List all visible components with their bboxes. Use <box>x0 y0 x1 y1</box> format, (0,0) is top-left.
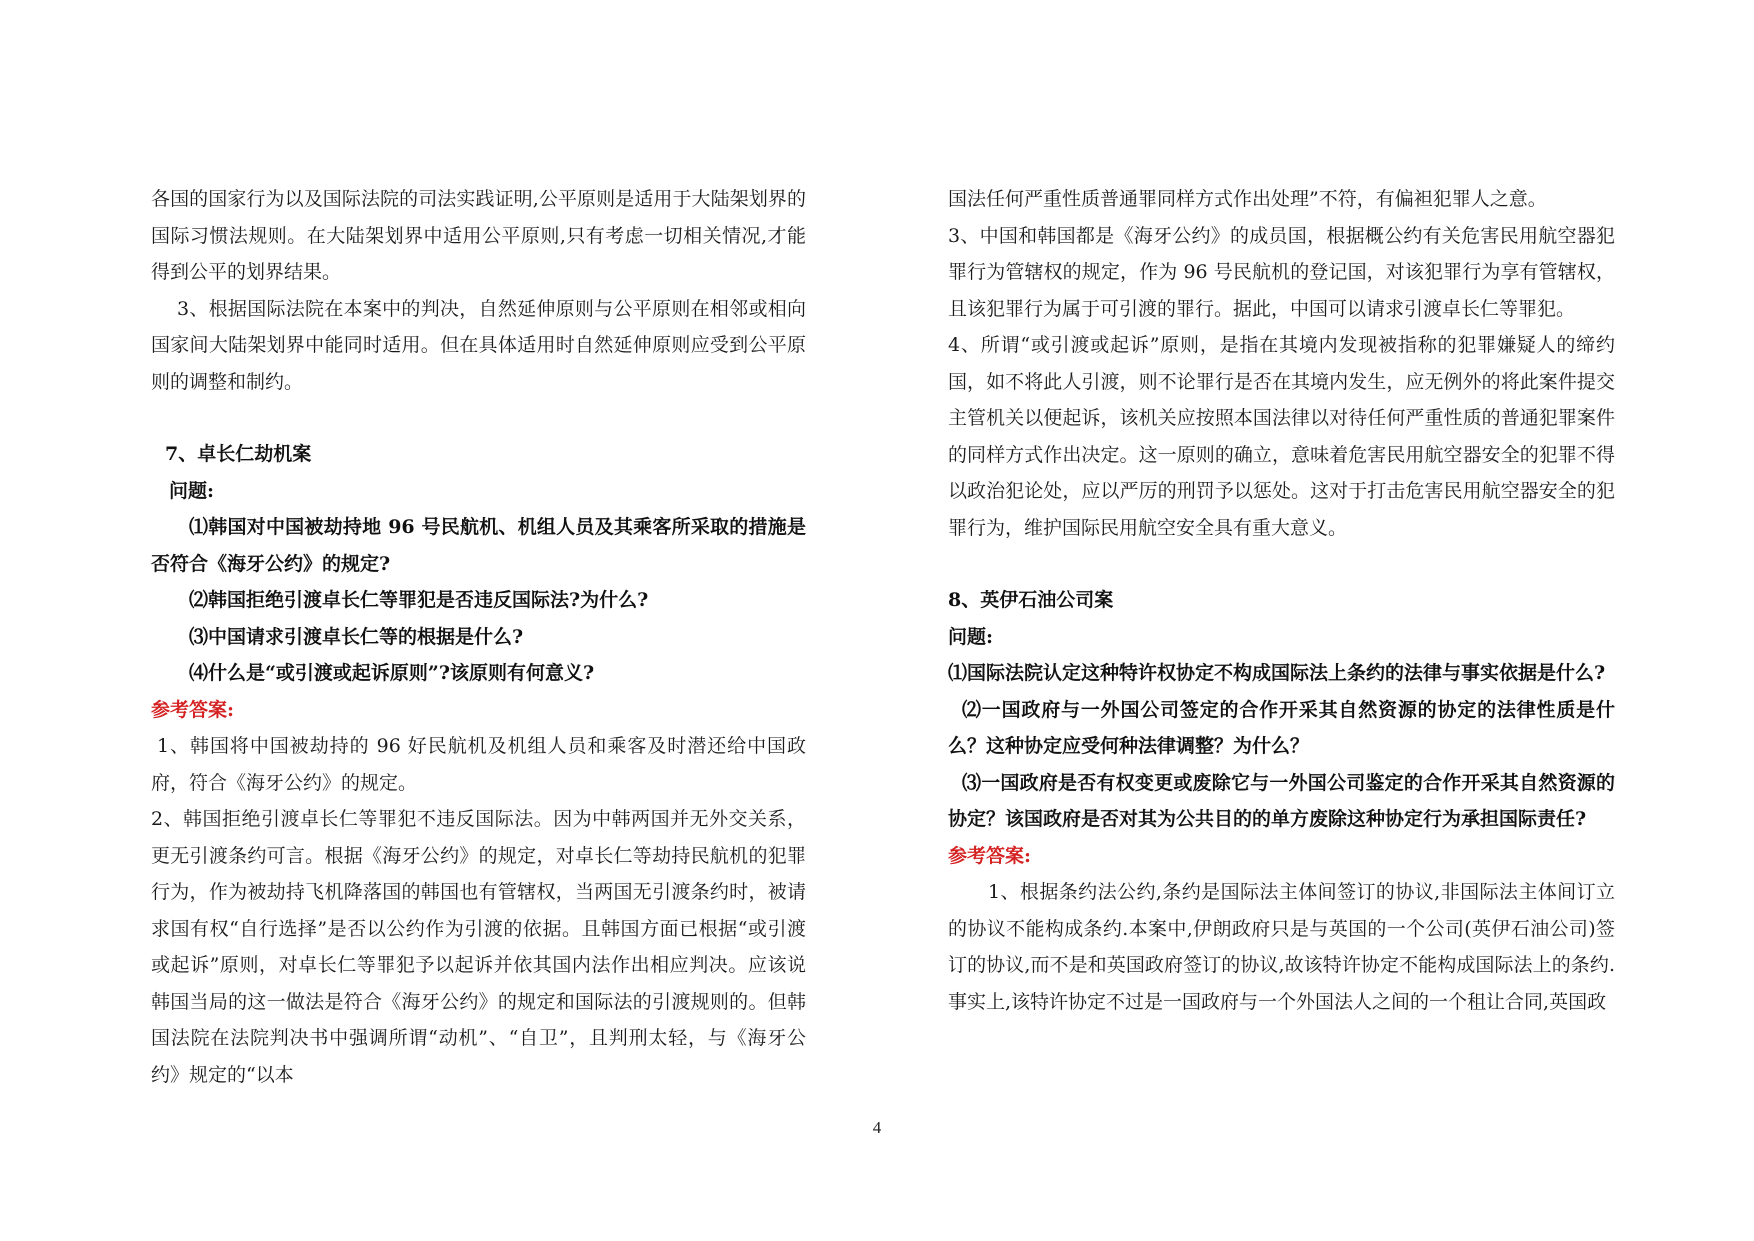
question-item: ⑴韩国对中国被劫持地 96 号民航机、机组人员及其乘客所采取的措施是否符合《海牙公约》的规定? <box>151 516 806 575</box>
paragraph: 各国的国家行为以及国际法院的司法实践证明,公平原则是适用于大陆架划界的国际习惯法规则。在大陆架划界中适用公平原则,只有考虑一切相关情况,才能得到公平的划界结果。 <box>151 188 806 283</box>
question-item: ⑵韩国拒绝引渡卓长仁等罪犯是否违反国际法?为什么? <box>189 589 649 611</box>
question-item: ⑵一国政府与一外国公司签定的合作开采其自然资源的协定的法律性质是什么？这种协定应受何种法律调整？为什么？ <box>948 698 1615 757</box>
question-item: ⑴国际法院认定这种特许权协定不构成国际法上条约的法律与事实依据是什么? <box>948 662 1606 684</box>
case-title: 8、英伊石油公司案 <box>948 589 1114 611</box>
answer-paragraph: 1、根据条约法公约,条约是国际法主体间签订的协议,非国际法主体间订立的协议不能构成条约.本案中,伊朗政府只是与英国的一个公司(英伊石油公司)签订的协议,而不是和英国政府签订的协议,故该特许协定不能构成国际法上的条约.事实上,该特许协定不过是一国政府与一个外国法人之间的一个租让合同,英国政 <box>948 881 1615 1013</box>
paragraph: 3、根据国际法院在本案中的判决，自然延伸原则与公平原则在相邻或相向国家间大陆架划界中能同时适用。但在具体适用时自然延伸原则应受到公平原则的调整和制约。 <box>151 297 806 393</box>
paragraph: 国法任何严重性质普通罪同样方式作出处理”不符，有偏袒犯罪人之意。 <box>948 188 1547 210</box>
left-column <box>151 181 806 1093</box>
answer-label: 参考答案: <box>151 698 235 721</box>
page-number: 4 <box>872 1118 882 1137</box>
question-item: ⑷什么是“或引渡或起诉原则”?该原则有何意义? <box>189 662 595 684</box>
answer-label: 参考答案: <box>948 844 1032 867</box>
case-title: 7、卓长仁劫机案 <box>165 443 312 465</box>
answer-paragraph: 1、韩国将中国被劫持的 96 好民航机及机组人员和乘客及时潜还给中国政府，符合《海牙公约》的规定。 <box>151 735 806 794</box>
right-column <box>948 181 1615 1020</box>
paragraph: 3、中国和韩国都是《海牙公约》的成员国，根据概公约有关危害民用航空器犯罪行为管辖权的规定，作为 96 号民航机的登记国，对该犯罪行为享有管辖权，且该犯罪行为属于可引渡的罪行。据此，中国可以请求引渡卓长仁等罪犯。 <box>948 224 1615 320</box>
question-item: ⑶一国政府是否有权变更或废除它与一外国公司鉴定的合作开采其自然资源的协定？该国政府是否对其为公共目的的单方废除这种协定行为承担国际责任? <box>948 771 1615 830</box>
answer-paragraph: 2、韩国拒绝引渡卓长仁等罪犯不违反国际法。因为中韩两国并无外交关系，更无引渡条约可言。根据《海牙公约》的规定，对卓长仁等劫持民航机的犯罪行为，作为被劫持飞机降落国的韩国也有管辖权，当两国无引渡条约时，被请求国有权“自行选择”是否以公约作为引渡的依据。且韩国方面已根据“或引渡或起诉”原则，对卓长仁等罪犯予以起诉并依其国内法作出相应判决。应该说韩国当局的这一做法是符合《海牙公约》的规定和国际法的引渡规则的。但韩国法院在法院判决书中强调所谓“动机”、“自卫”，且判刑太轻，与《海牙公约》规定的“以本 <box>151 808 806 1086</box>
question-item: ⑶中国请求引渡卓长仁等的根据是什么? <box>189 625 524 648</box>
questions-label: 问题: <box>169 479 215 502</box>
paragraph: 4、所谓“或引渡或起诉”原则，是指在其境内发现被指称的犯罪嫌疑人的缔约国，如不将此人引渡，则不论罪行是否在其境内发生，应无例外的将此案件提交主管机关以便起诉，该机关应按照本国法律以对待任何严重性质的普通犯罪案件的同样方式作出决定。这一原则的确立，意味着危害民用航空器安全的犯罪不得以政治犯论处，应以严厉的刑罚予以惩处。这对于打击危害民用航空器安全的犯罪行为，维护国际民用航空安全具有重大意义。 <box>948 334 1615 539</box>
questions-label: 问题: <box>948 625 994 648</box>
